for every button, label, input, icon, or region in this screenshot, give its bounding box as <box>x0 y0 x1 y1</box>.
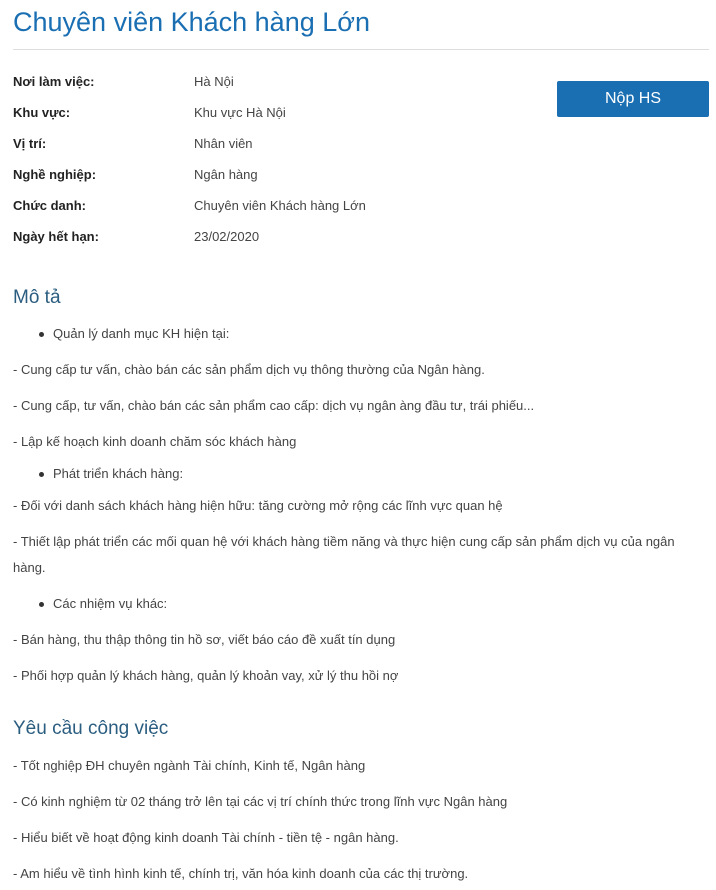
info-value: Khu vực Hà Nội <box>194 105 286 120</box>
title-divider <box>13 49 709 50</box>
requirement-line: - Hiểu biết về hoạt động kinh doanh Tài chính - tiền tệ - ngân hàng. <box>13 830 399 845</box>
bullet-text: Phát triển khách hàng: <box>53 466 184 481</box>
requirement-line: - Am hiểu về tình hình kinh tế, chính trị, văn hóa kinh doanh của các thị trường. <box>13 866 469 881</box>
description-line: - Cung cấp, tư vấn, chào bán các sản phẩm cao cấp: dịch vụ ngân àng đầu tư, trái phiếu... <box>13 398 535 413</box>
description-line: - Lập kế hoạch kinh doanh chăm sóc khách hàng <box>13 434 297 449</box>
info-row-deadline <box>13 221 533 252</box>
bullet-icon <box>39 332 44 337</box>
apply-button[interactable]: Nộp HS <box>557 81 709 117</box>
requirement-line: - Tốt nghiệp ĐH chuyên ngành Tài chính, Kinh tế, Ngân hàng <box>13 758 366 773</box>
info-row-job-title <box>13 190 533 221</box>
description-line: - Phối hợp quản lý khách hàng, quản lý khoản vay, xử lý thu hồi nợ <box>13 668 399 683</box>
bullet-text: Các nhiệm vụ khác: <box>53 596 168 611</box>
info-row-position <box>13 128 533 159</box>
job-info-table <box>13 66 533 252</box>
requirement-line: - Có kinh nghiệm từ 02 tháng trở lên tại các vị trí chính thức trong lĩnh vực Ngân hàng <box>13 794 508 809</box>
info-label: Ngày hết hạn: <box>13 229 99 244</box>
info-value: Nhân viên <box>194 136 253 151</box>
info-value: Chuyên viên Khách hàng Lớn <box>194 198 366 213</box>
info-row-workplace <box>13 66 533 97</box>
description-bullet-3 <box>39 594 167 614</box>
description-bullet-1 <box>39 324 229 344</box>
info-label: Nghề nghiệp: <box>13 167 97 182</box>
info-value: 23/02/2020 <box>194 229 260 244</box>
info-row-region <box>13 97 533 128</box>
info-value: Hà Nội <box>194 74 234 89</box>
description-line: - Cung cấp tư vấn, chào bán các sản phẩm dịch vụ thông thường của Ngân hàng. <box>13 362 485 377</box>
description-line: - Bán hàng, thu thập thông tin hồ sơ, viết báo cáo đề xuất tín dụng <box>13 632 396 647</box>
info-label: Nơi làm việc: <box>13 74 95 89</box>
info-row-profession <box>13 159 533 190</box>
bullet-text: Quản lý danh mục KH hiện tại: <box>53 326 230 341</box>
description-line: - Thiết lập phát triển các mối quan hệ với khách hàng tiềm năng và thực hiện cung cấp sản phẩm dịch vụ của ngân hàng. <box>13 534 675 575</box>
description-heading: Mô tả <box>13 287 61 308</box>
description-line: - Đối với danh sách khách hàng hiện hữu: tăng cường mở rộng các lĩnh vực quan hệ <box>13 498 503 513</box>
requirements-heading: Yêu cầu công việc <box>13 718 169 739</box>
info-label: Chức danh: <box>13 198 86 213</box>
bullet-icon <box>39 472 44 477</box>
job-title: Chuyên viên Khách hàng Lớn <box>13 7 370 37</box>
info-label: Vị trí: <box>13 136 47 151</box>
info-value: Ngân hàng <box>194 167 258 182</box>
info-label: Khu vực: <box>13 105 71 120</box>
bullet-icon <box>39 602 44 607</box>
description-bullet-2 <box>39 464 183 484</box>
